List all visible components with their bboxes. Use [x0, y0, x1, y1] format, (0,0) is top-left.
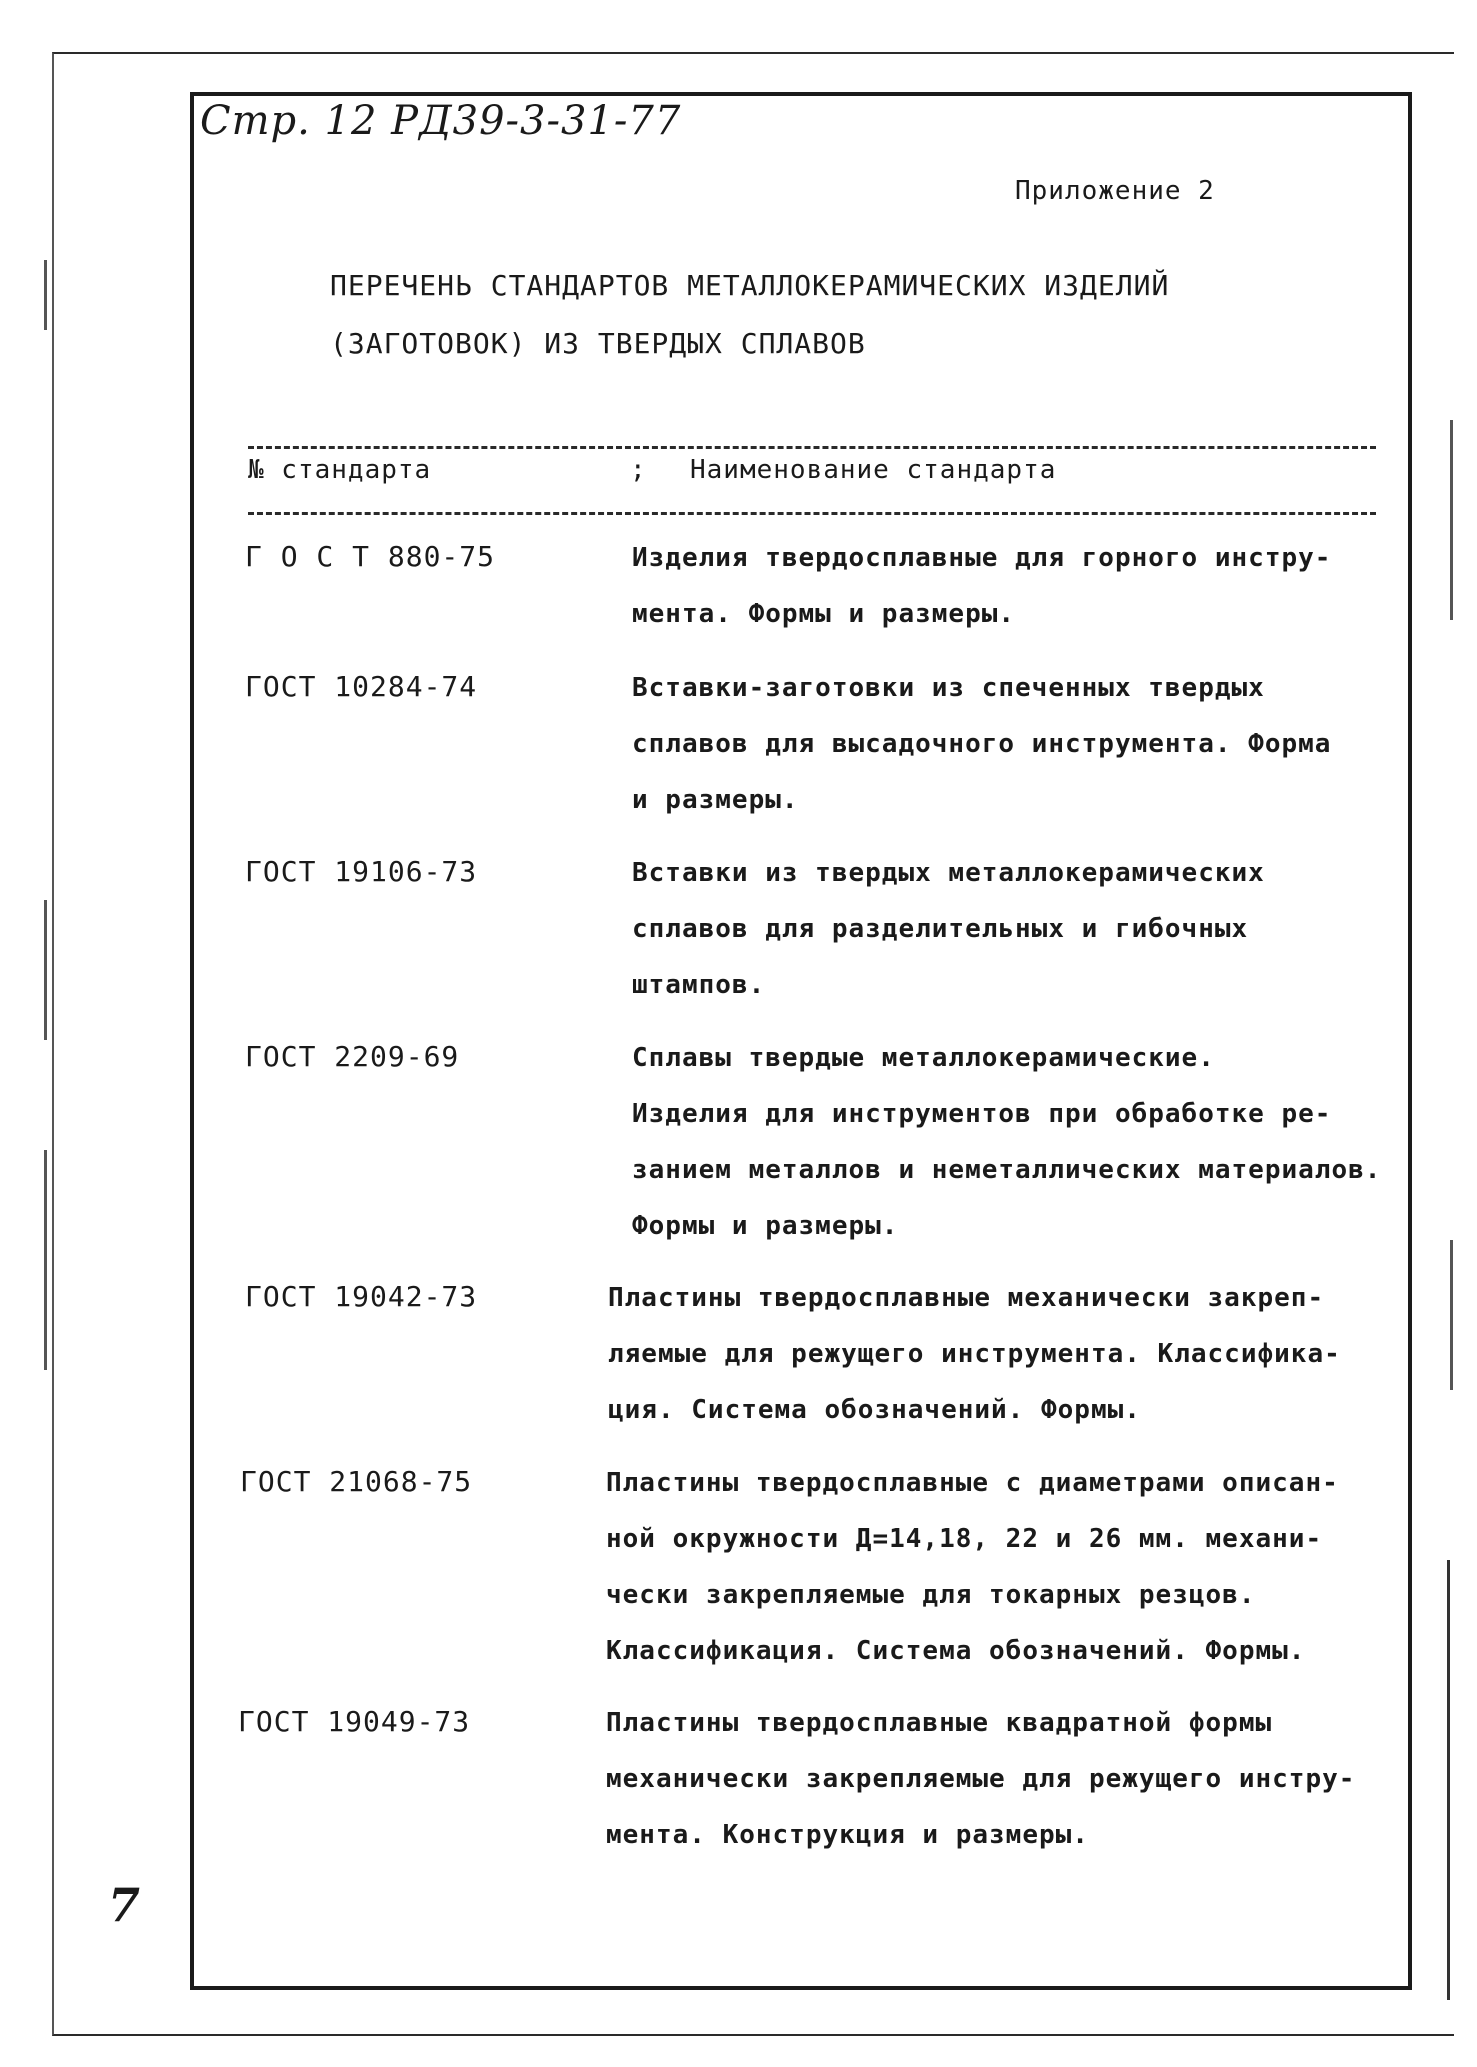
table-header-top-rule — [248, 446, 1376, 449]
page-reference: Стр. 12 РД39-3-31-77 — [200, 98, 682, 144]
column-header-separator: ; — [630, 455, 646, 485]
margin-mark — [1450, 1240, 1453, 1390]
standard-code: ГОСТ 19049-73 — [238, 1705, 471, 1738]
column-header-standard-number: № стандарта — [248, 455, 432, 485]
table-header-bottom-rule — [248, 512, 1376, 515]
margin-mark — [44, 260, 47, 330]
standard-name: Пластины твердосплавные механически закреп- ляемые для режущего инструмента. Классифика- ция. Система обозначений. Формы. — [608, 1283, 1341, 1425]
standard-code: ГОСТ 10284-74 — [245, 670, 478, 703]
margin-mark — [1450, 420, 1453, 620]
standard-name: Изделия твердосплавные для горного инстру- мента. Формы и размеры. — [632, 543, 1332, 629]
column-header-standard-name: Наименование стандарта — [690, 455, 1057, 485]
standard-code: ГОСТ 2209-69 — [245, 1040, 460, 1073]
document-title-line-2: (ЗАГОТОВОК) ИЗ ТВЕРДЫХ СПЛАВОВ — [330, 327, 866, 360]
standard-name: Пластины твердосплавные с диаметрами описан- ной окружности Д=14,18, 22 и 26 мм. механи- чески закрепляемые для токарных резцов. Классификация. Система обозначений. Формы. — [606, 1468, 1339, 1666]
standard-name: Вставки-заготовки из спеченных твердых сплавов для высадочного инструмента. Форма и размеры. — [632, 673, 1332, 815]
margin-mark — [44, 900, 47, 1040]
page-number: 7 — [108, 1878, 141, 1932]
standard-name: Сплавы твердые металлокерамические. Изделия для инструментов при обработке ре- занием металлов и неметаллических материалов. Формы и размеры. — [632, 1043, 1382, 1241]
standard-code: ГОСТ 19106-73 — [245, 855, 478, 888]
standard-code: Г О С Т 880-75 — [245, 540, 496, 573]
document-title-line-1: ПЕРЕЧЕНЬ СТАНДАРТОВ МЕТАЛЛОКЕРАМИЧЕСКИХ ИЗДЕЛИЙ — [330, 269, 1170, 302]
standard-code: ГОСТ 21068-75 — [240, 1465, 473, 1498]
standard-code: ГОСТ 19042-73 — [245, 1280, 478, 1313]
scan-edge-mark — [1447, 1560, 1450, 2000]
standard-name: Пластины твердосплавные квадратной формы механически закрепляемые для режущего инстру- мента. Конструкция и размеры. — [606, 1708, 1356, 1850]
appendix-label: Приложение 2 — [1015, 176, 1215, 206]
margin-mark — [44, 1150, 47, 1370]
standard-name: Вставки из твердых металлокерамических сплавов для разделительных и гибочных штампов. — [632, 858, 1265, 1000]
